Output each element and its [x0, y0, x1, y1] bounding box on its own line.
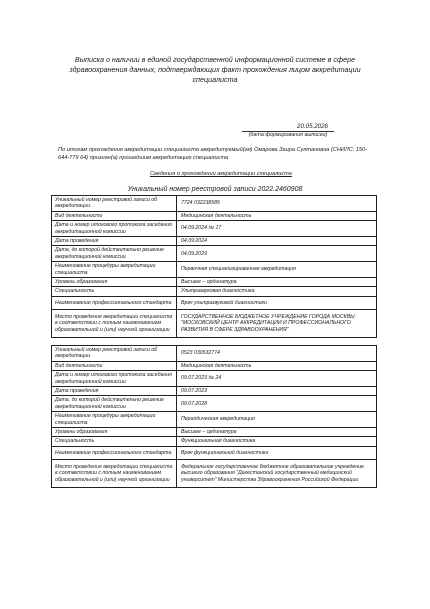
row-label: Наименование профессионального стандарта: [52, 446, 177, 459]
row-label: Наименование процедуры аккредитации специалиста: [52, 262, 177, 278]
row-label: Уникальный номер реестровой записи об аккредитации: [52, 196, 177, 212]
table-row: [52, 211, 377, 220]
row-label: Дата проведения: [52, 237, 177, 246]
row-value: Медицинская деятельность: [177, 361, 377, 370]
row-label: Дата и номер итогового протокола заседания аккредитационной комиссии: [52, 221, 177, 237]
intro-paragraph: По итогам прохождения аккредитации специалиста аккредитуемый(ая) Омарова Заира Султановна (СНИЛС: 150-644-779 64) признан(а) прошедшим аккредитацию специалиста: [58, 147, 368, 161]
table-row: [52, 346, 377, 362]
row-label: Уровень образования: [52, 428, 177, 437]
row-label: Уникальный номер реестровой записи об аккредитации: [52, 346, 177, 362]
table-row: [52, 459, 377, 487]
table-row: [52, 428, 377, 437]
date-block: [238, 123, 338, 139]
row-value: Врач функциональной диагностики: [177, 446, 377, 459]
row-value: 09.07.2028: [177, 396, 377, 412]
row-value: ГОСУДАРСТВЕННОЕ БЮДЖЕТНОЕ УЧРЕЖДЕНИЕ ГОРОДА МОСКВЫ "МОСКОВСКИЙ ЦЕНТР АККРЕДИТАЦИИ И ПРОФЕССИОНАЛЬНОГО РАЗВИТИЯ В СФЕРЕ ЗДРАВООХРАНЕНИЯ": [177, 309, 377, 337]
table-row: [52, 309, 377, 337]
table-row: [52, 396, 377, 412]
table-row: [52, 237, 377, 246]
row-label: Место проведения аккредитации специалиста в соответствии с полным наименованием образовательной и (или) научной организации: [52, 459, 177, 487]
table-row: [52, 437, 377, 446]
row-label: Наименование процедуры аккредитации специалиста: [52, 412, 177, 428]
row-label: Специальность: [52, 437, 177, 446]
table-row: [52, 361, 377, 370]
row-label: Наименование профессионального стандарта: [52, 296, 177, 309]
table-row: [52, 278, 377, 287]
registry-number: Уникальный номер реестровой записи 2022.2460908: [127, 186, 303, 193]
row-label: Уровень образования: [52, 278, 177, 287]
row-label: Дата, до которой действительно решение аккредитационной комиссии: [52, 396, 177, 412]
row-value: 0523 030532774: [177, 346, 377, 362]
row-value: Федеральное государственное бюджетное образовательное учреждение высшего образования "Дагестанский государственный медицинский университет" Министерства Здравоохранения Российской Федерации: [177, 459, 377, 487]
table-row: [52, 412, 377, 428]
row-label: Дата и номер итогового протокола заседания аккредитационной комиссии: [52, 371, 177, 387]
row-value: 04.09.2024: [177, 237, 377, 246]
table-row: [52, 221, 377, 237]
row-label: Специальность: [52, 287, 177, 296]
row-label: Дата, до которой действительно решение аккредитационной комиссии: [52, 246, 177, 262]
document-title: Выписка о наличии в единой государственной информационной системе в сфере здравоохранения данных, подтверждающих факт прохождения лицом аккредитации специалиста: [69, 55, 361, 84]
accreditation-record-table: [51, 345, 377, 488]
row-value: 04.09.2024 № 17: [177, 221, 377, 237]
row-value: Периодическая аккредитация: [177, 412, 377, 428]
table-row: [52, 446, 377, 459]
row-value: Медицинская деятельность: [177, 211, 377, 220]
date-caption: (дата формирования выписки): [248, 132, 328, 138]
row-value: Ультразвуковая диагностика: [177, 287, 377, 296]
row-value: Первичная специализированная аккредитация: [177, 262, 377, 278]
table-row: [52, 387, 377, 396]
row-value: 09.07.2023 № 24: [177, 371, 377, 387]
row-label: Дата проведения: [52, 387, 177, 396]
row-value: Функциональная диагностика: [177, 437, 377, 446]
section-note: Сведения о прохождении аккредитации специалиста: [150, 171, 292, 177]
row-value: 7724 032238585: [177, 196, 377, 212]
table-row: [52, 287, 377, 296]
table-row: [52, 262, 377, 278]
row-value: Высшее – ординатура: [177, 278, 377, 287]
accreditation-record-table: [51, 195, 377, 338]
row-value: Высшее – ординатура: [177, 428, 377, 437]
table-row: [52, 196, 377, 212]
issue-date: 20.05.2026: [297, 123, 328, 130]
row-label: Вид деятельности: [52, 361, 177, 370]
row-value: Врач ультразвуковой диагностики: [177, 296, 377, 309]
row-value: 09.07.2023: [177, 387, 377, 396]
table-row: [52, 296, 377, 309]
row-label: Вид деятельности: [52, 211, 177, 220]
row-value: 04.09.2029: [177, 246, 377, 262]
row-label: Место проведения аккредитации специалиста в соответствии с полным наименованием образовательной и (или) научной организации: [52, 309, 177, 337]
table-row: [52, 371, 377, 387]
table-row: [52, 246, 377, 262]
